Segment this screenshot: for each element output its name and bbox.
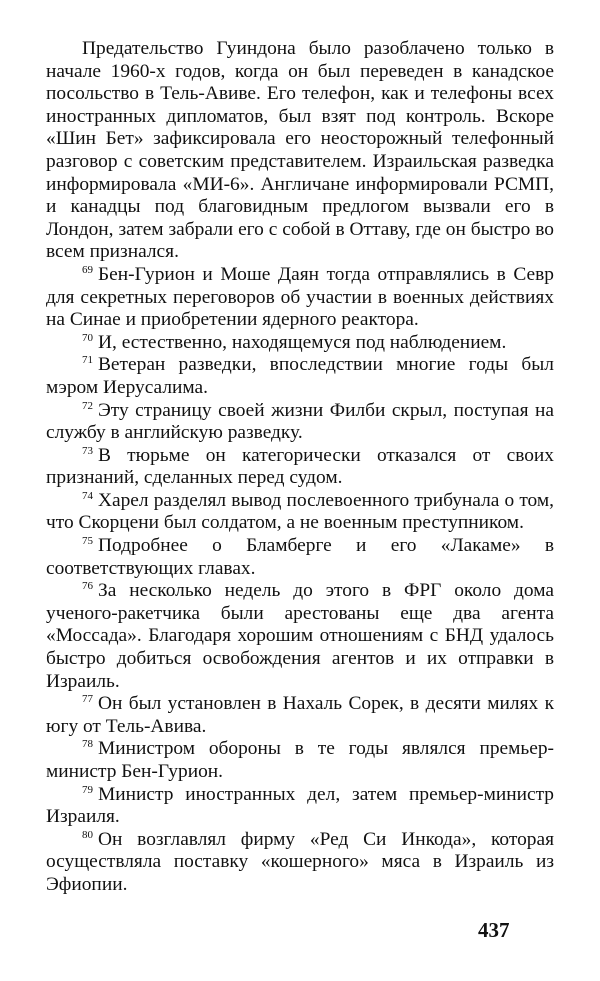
footnote-number: 73: [82, 444, 93, 457]
footnote-number: 77: [82, 693, 93, 706]
page-number: 437: [478, 918, 510, 942]
footnote-number: 76: [82, 580, 93, 593]
footnote-number: 78: [82, 738, 93, 751]
footnote-69: [46, 264, 554, 332]
footnote-number: 71: [82, 354, 93, 367]
intro-paragraph: Предательство Гуиндона было разоблачено только в начале 1960-х годов, когда он был переведен в канадское посольство в Тель-Авиве. Его телефон, как и телефоны всех иностранных дипломатов, был взят под контроль. Вскоре «Шин Бет» зафиксировала его неосторожный телефонный разговор с советским представителем. Израильская разведка информировала «МИ-6». Англичане информировали РСМП, и канадцы под благовидным предлогом вызвали его в Лондон, затем забрали его с собой в Оттаву, где он быстро во всем признался.: [46, 38, 554, 263]
footnote-text: Ветеран разведки, впоследствии многие годы был мэром Иерусалима.: [46, 354, 554, 398]
footnote-text: Бен-Гурион и Моше Даян тогда отправлялись в Севр для секретных переговоров об участии в военных действиях на Синае и приобретении ядерного реактора.: [46, 263, 554, 331]
footnote-72: [46, 400, 554, 445]
footnote-number: 75: [82, 535, 93, 548]
footnote-text: Подробнее о Бламберге и его «Лакаме» в соответствующих главах.: [46, 535, 554, 579]
footnote-80: [46, 829, 554, 897]
footnote-76: [46, 580, 554, 693]
footnote-number: 69: [82, 263, 93, 276]
footnote-text: Он был установлен в Нахаль Сорек, в десяти милях к югу от Тель-Авива.: [46, 693, 554, 737]
footnote-text: За несколько недель до этого в ФРГ около дома ученого-ракетчика были арестованы еще два агента «Моссада». Благодаря хорошим отношениям с БНД удалось быстро добиться освобождения агентов и их отправки в Израиль.: [46, 580, 554, 692]
footnote-77: [46, 693, 554, 738]
page-body: [46, 38, 554, 897]
footnote-text: В тюрьме он категорически отказался от своих признаний, сделанных перед судом.: [46, 444, 554, 489]
footnote-number: 70: [82, 331, 93, 344]
footnote-73: [46, 445, 554, 490]
footnote-79: [46, 784, 554, 829]
footnote-74: [46, 490, 554, 535]
footnote-text: И, естественно, находящемуся под наблюдением.: [98, 331, 507, 353]
footnote-75: [46, 535, 554, 580]
footnote-71: [46, 354, 554, 399]
footnote-78: [46, 738, 554, 783]
footnote-text: Министром обороны в те годы являлся премьер-министр Бен-Гурион.: [46, 738, 554, 782]
footnote-number: 72: [82, 399, 93, 412]
footnote-text: Эту страницу своей жизни Филби скрыл, поступая на службу в английскую разведку.: [46, 399, 554, 444]
footnote-text: Он возглавлял фирму «Ред Си Инкода», которая осуществляла поставку «кошерного» мяса в Израиль из Эфиопии.: [46, 828, 554, 895]
footnote-text: Министр иностранных дел, затем премьер-министр Израиля.: [46, 783, 554, 828]
footnote-number: 79: [82, 783, 93, 796]
footnote-number: 80: [82, 828, 93, 841]
footnote-number: 74: [82, 489, 93, 502]
footnote-text: Харел разделял вывод послевоенного трибунала о том, что Скорцени был солдатом, а не военным преступником.: [46, 489, 554, 534]
footnote-70: [46, 332, 554, 355]
